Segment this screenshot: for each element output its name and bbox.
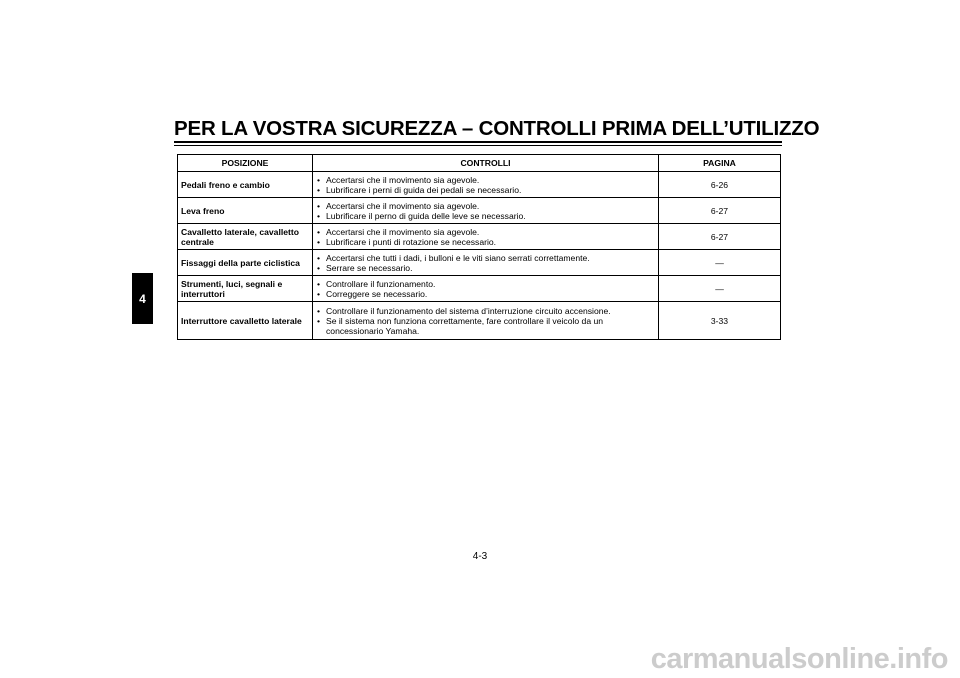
header-controls: CONTROLLI — [313, 155, 659, 172]
check-item: • Accertarsi che tutti i dadi, i bulloni e le viti siano serrati correttamente. — [317, 253, 654, 263]
row-checks — [313, 172, 659, 198]
table-row — [178, 276, 781, 302]
title-rule-thin — [174, 145, 782, 146]
page-title: PER LA VOSTRA SICUREZZA – CONTROLLI PRIMA DELL’UTILIZZO — [174, 117, 820, 140]
header-position: POSIZIONE — [178, 155, 313, 172]
row-page: 6-26 — [659, 172, 781, 198]
check-item: • Serrare se necessario. — [317, 263, 654, 273]
check-item: • Correggere se necessario. — [317, 289, 654, 299]
check-item: • Accertarsi che il movimento sia agevole. — [317, 201, 654, 211]
row-page: 6-27 — [659, 198, 781, 224]
table-row — [178, 198, 781, 224]
page-number: 4-3 — [472, 551, 488, 562]
title-rule-thick — [174, 141, 782, 143]
row-checks — [313, 276, 659, 302]
check-item: • Se il sistema non funziona correttamente, fare controllare il veicolo da un concessionario Yamaha. — [317, 316, 654, 336]
watermark: carmanualsonline.info — [650, 643, 948, 675]
table-row — [178, 250, 781, 276]
check-item: • Controllare il funzionamento. — [317, 279, 654, 289]
row-page: 3-33 — [659, 302, 781, 340]
row-position: Strumenti, luci, segnali e interruttori — [178, 276, 313, 302]
check-item: • Lubrificare il perno di guida delle leve se necessario. — [317, 211, 654, 221]
check-item: • Lubrificare i perni di guida dei pedali se necessario. — [317, 185, 654, 195]
table-row — [178, 224, 781, 250]
row-position: Fissaggi della parte ciclistica — [178, 250, 313, 276]
header-page: PAGINA — [659, 155, 781, 172]
check-item: • Controllare il funzionamento del sistema d’interruzione circuito accensione. — [317, 306, 654, 316]
row-checks — [313, 250, 659, 276]
row-page: — — [659, 250, 781, 276]
row-page: 6-27 — [659, 224, 781, 250]
row-position: Cavalletto laterale, cavalletto centrale — [178, 224, 313, 250]
row-position: Interruttore cavalletto laterale — [178, 302, 313, 340]
row-position: Leva freno — [178, 198, 313, 224]
check-item: • Accertarsi che il movimento sia agevole. — [317, 227, 654, 237]
row-checks — [313, 198, 659, 224]
row-checks — [313, 302, 659, 340]
table-row — [178, 172, 781, 198]
controls-table — [177, 154, 781, 340]
table-row — [178, 302, 781, 340]
check-item: • Accertarsi che il movimento sia agevole. — [317, 175, 654, 185]
row-checks — [313, 224, 659, 250]
chapter-tab: 4 — [132, 273, 153, 324]
table-header-row — [178, 155, 781, 172]
row-position: Pedali freno e cambio — [178, 172, 313, 198]
check-item: • Lubrificare i punti di rotazione se necessario. — [317, 237, 654, 247]
row-page: — — [659, 276, 781, 302]
